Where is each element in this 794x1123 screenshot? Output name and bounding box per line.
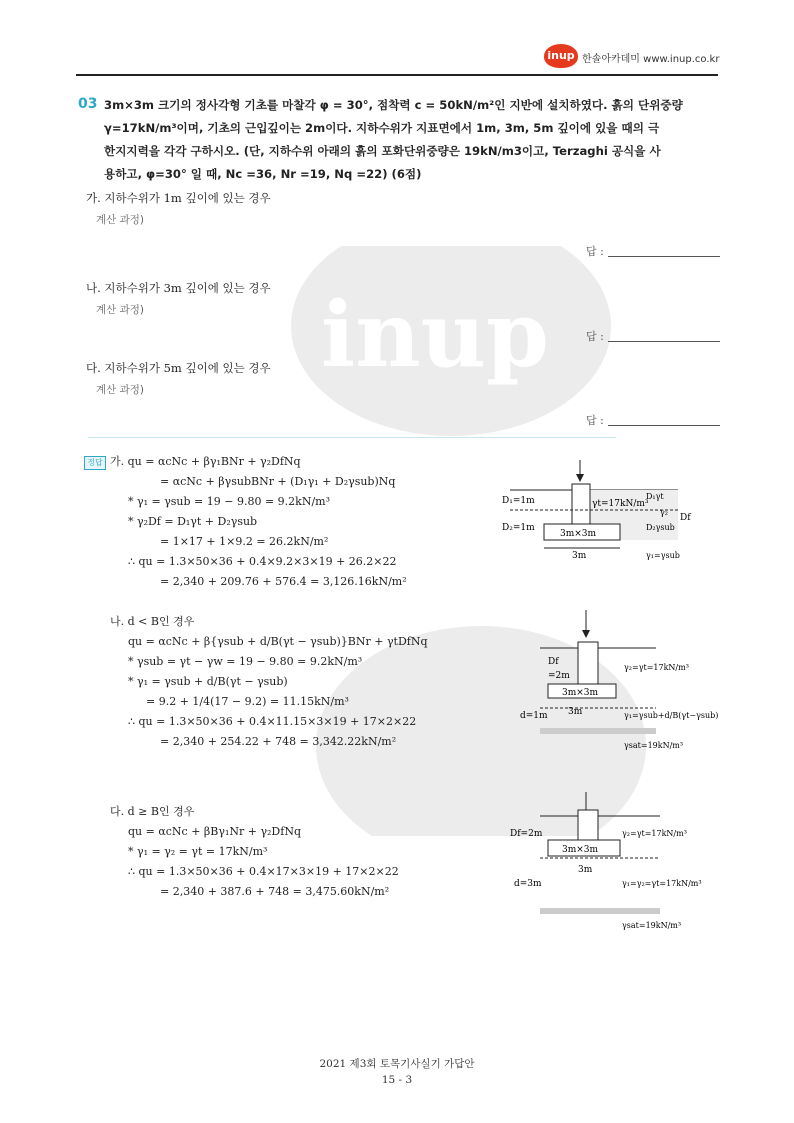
svg-text:γ₂: γ₂ [660, 508, 668, 517]
svg-text:γ₁=γsub+d/B(γt−γsub): γ₁=γsub+d/B(γt−γsub) [624, 711, 719, 720]
svg-text:3m×3m: 3m×3m [562, 845, 599, 855]
page-number: 15 - 3 [381, 1074, 413, 1086]
svg-text:D₁=1m: D₁=1m [502, 496, 535, 506]
svg-text:Df=2m: Df=2m [510, 829, 543, 839]
figure-b [520, 608, 720, 758]
header-rule [76, 74, 718, 76]
svg-text:γ₁=γsub: γ₁=γsub [646, 551, 680, 560]
svg-text:γ₁=γ₂=γt=17kN/m³: γ₁=γ₂=γt=17kN/m³ [622, 879, 702, 888]
part-a-answer: 답 : [586, 243, 720, 259]
svg-text:3m×3m: 3m×3m [562, 688, 599, 698]
footer-title: 2021 제3회 토목기사실기 가답안 [319, 1058, 475, 1070]
part-c-answer: 답 : [586, 412, 720, 428]
brand-text: 한솔아카데미 www.inup.co.kr [582, 54, 720, 65]
part-a-calc: 계산 과정) [96, 214, 145, 226]
svg-text:=2m: =2m [548, 671, 570, 681]
svg-text:d=3m: d=3m [514, 879, 542, 889]
part-c-calc: 계산 과정) [96, 384, 145, 396]
solution-c: 다. d ≥ B인 경우 qu = αcNc + βBγ₁Nr + γ₂DfNq * γ₁ = γ₂ = γt = 17kN/m³ ∴ qu = 1.3×50×36 + 0.4×17×3×19 + 17×2×22 = 2,340 + 387.6 + 748 = 3,475.60kN/m² [110, 805, 399, 898]
part-b-label: 나. 지하수위가 3m 깊이에 있는 경우 [86, 281, 271, 295]
svg-text:3m: 3m [578, 865, 593, 875]
svg-text:3m: 3m [572, 551, 587, 561]
question-text: 3m×3m 크기의 정사각형 기초를 마찰각 φ = 30°, 점착력 c = 50kN/m²인 지반에 설치하였다. 흙의 단위중량 γ=17kN/m³이며, 기초의 근입깊이는 2m이다. 지하수위가 지표면에서 1m, 3m, 5m 깊이에 있을 때의 극 한지지력을 각각 구하시오. (단, 지하수위 아래의 흙의 포화단위중량은 19kN/m3이고, Terzaghi 공식을 사 용하고, φ=30° 일 때, Nc =36, Nr =19, Nq =22) (6점) [104, 98, 683, 181]
question-number: 03 [78, 96, 98, 112]
inup-logo: inup [544, 44, 578, 68]
part-b-calc: 계산 과정) [96, 304, 145, 316]
svg-text:3m×3m: 3m×3m [560, 529, 597, 539]
svg-text:3m: 3m [568, 707, 583, 717]
svg-text:Df: Df [548, 657, 559, 667]
solution-a: 가. qu = αcNc + βγ₁BNr + γ₂DfNq = αcNc + βγsubBNr + (D₁γ₁ + D₂γsub)Nq * γ₁ = γsub = 19 − 9.80 = 9.2kN/m³ * γ₂Df = D₁γt + D₂γsub = 1×17 + 1×9.2 = 26.2kN/m² ∴ qu = 1.3×50×36 + 0.4×9.2×3×19 + 26.2×22 = 2,340 + 209.76 + 576.4 = 3,126.16kN/m² [110, 455, 407, 588]
svg-text:Df: Df [680, 513, 691, 523]
part-b-answer: 답 : [586, 328, 720, 344]
svg-text:γ₂=γt=17kN/m³: γ₂=γt=17kN/m³ [624, 663, 689, 672]
figure-a [500, 458, 710, 570]
svg-text:γsat=19kN/m³: γsat=19kN/m³ [624, 741, 684, 750]
svg-text:γ₂=γt=17kN/m³: γ₂=γt=17kN/m³ [622, 829, 687, 838]
svg-text:γt=17kN/m³: γt=17kN/m³ [592, 499, 649, 509]
separator [88, 437, 616, 438]
svg-text:D₂γsub: D₂γsub [646, 523, 675, 532]
svg-text:d=1m: d=1m [520, 711, 548, 721]
solution-b: 나. d < B인 경우 qu = αcNc + β{γsub + d/B(γt − γsub)}BNr + γtDfNq * γsub = γt − γw = 19 − 9.80 = 9.2kN/m³ * γ₁ = γsub + d/B(γt − γsub) = 9.2 + 1/4(17 − 9.2) = 11.15kN/m³ ∴ qu = 1.3×50×36 + 0.4×11.15×3×19 + 17×2×22 = 2,340 + 254.22 + 748 = 3,342.22kN/m² [110, 615, 428, 748]
svg-text:γsat=19kN/m³: γsat=19kN/m³ [622, 921, 682, 930]
part-c-label: 다. 지하수위가 5m 깊이에 있는 경우 [86, 361, 271, 375]
svg-text:D₁γt: D₁γt [646, 492, 664, 501]
answer-badge: 정답 [84, 456, 106, 470]
part-a-label: 가. 지하수위가 1m 깊이에 있는 경우 [86, 191, 271, 205]
figure-c [510, 790, 710, 940]
svg-text:D₂=1m: D₂=1m [502, 523, 535, 533]
svg-text:inup: inup [321, 282, 549, 388]
